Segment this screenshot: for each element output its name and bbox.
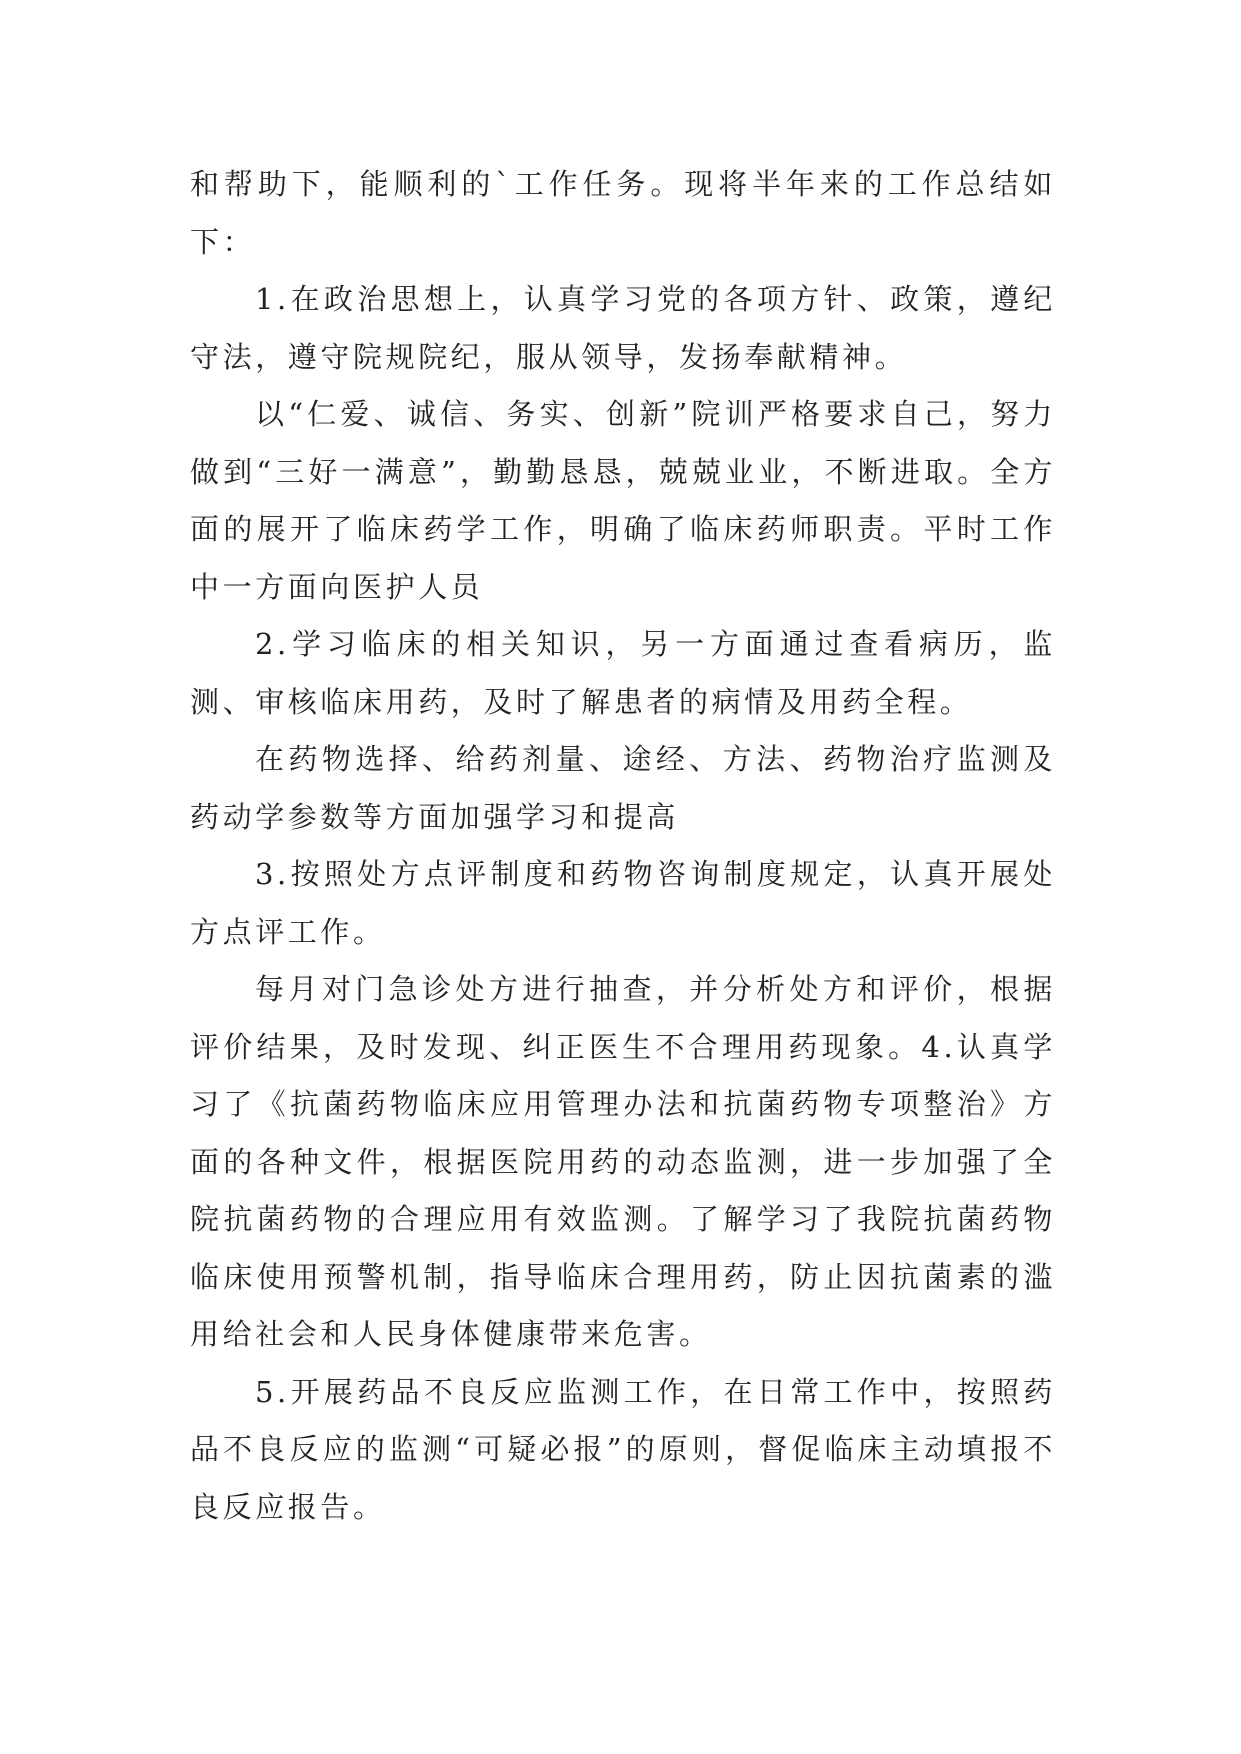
paragraph-hospital-motto: 以“仁爱、诚信、务实、创新”院训严格要求自己，努力做到“三好一满意”，勤勤恳恳，兢兢业业，不断进取。全方面的展开了临床药学工作，明确了临床药师职责。平时工作中一方面向医护人员 (190, 397, 1056, 604)
document-body (190, 156, 1056, 1536)
paragraph-intro-continuation: 和帮助下，能顺利的`工作任务。现将半年来的工作总结如下： (190, 167, 1056, 259)
paragraph-item-3-prescription-review: 3.按照处方点评制度和药物咨询制度规定，认真开展处方点评工作。 (190, 857, 1056, 949)
paragraph-item-5-adverse-reaction: 5.开展药品不良反应监测工作，在日常工作中，按照药品不良反应的监测“可疑必报”的原则，督促临床主动填报不良反应报告。 (190, 1374, 1056, 1524)
paragraph-item-2-clinical-study: 2.学习临床的相关知识，另一方面通过查看病历，监测、审核临床用药，及时了解患者的病情及用药全程。 (190, 627, 1056, 719)
paragraph-drug-selection: 在药物选择、给药剂量、途经、方法、药物治疗监测及药动学参数等方面加强学习和提高 (190, 742, 1056, 834)
paragraph-item-1-political: 1.在政治思想上，认真学习党的各项方针、政策，遵纪守法，遵守院规院纪，服从领导，发扬奉献精神。 (190, 282, 1056, 374)
paragraph-monthly-review: 每月对门急诊处方进行抽查，并分析处方和评价，根据评价结果，及时发现、纠正医生不合理用药现象。4.认真学习了《抗菌药物临床应用管理办法和抗菌药物专项整治》方面的各种文件，根据医院用药的动态监测，进一步加强了全院抗菌药物的合理应用有效监测。了解学习了我院抗菌药物临床使用预警机制，指导临床合理用药，防止因抗菌素的滥用给社会和人民身体健康带来危害。 (190, 972, 1056, 1351)
